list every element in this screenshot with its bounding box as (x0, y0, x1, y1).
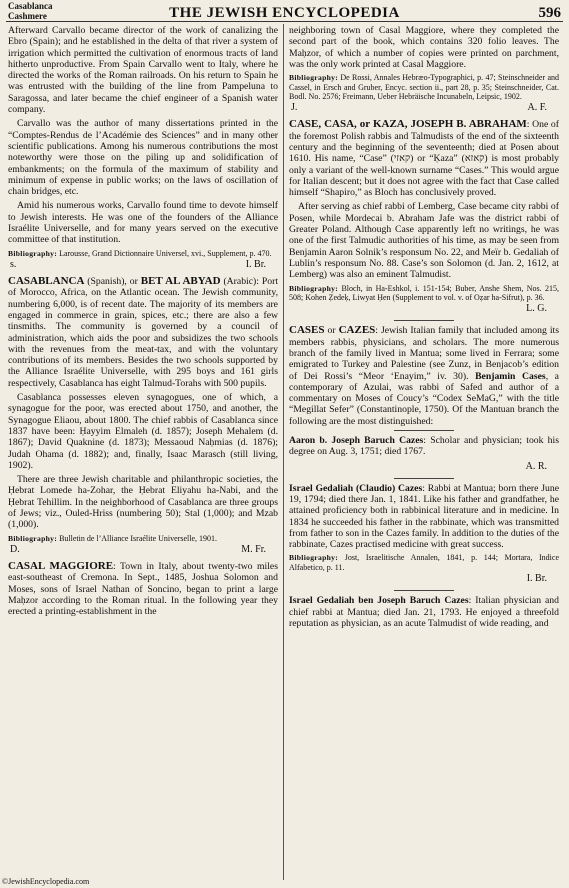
israel-ben-joseph-entry (289, 595, 559, 629)
israel-cazes-name: Israel Gedaliah (Claudio) Cazes (289, 482, 423, 494)
case-headword: CASE, CASA, or KAZA, JOSEPH B. ABRAHAM (289, 118, 527, 131)
casablanca-headword: CASABLANCA (8, 275, 85, 288)
cases-text: : Jewish Italian family that included among its members rabbis, physicians, and scholars. The more numerous branch of the family lived in Mantua; some lived in Ferrara; some emigrated to Turkey and Palestine (see Zunz, in Benjacob’s edition of Dei Rossi’s “Meor ‘Enayim,” iv. 30). (289, 325, 560, 382)
copyright-credit: ©JewishEncyclopedia.com (2, 877, 90, 886)
section-separator (394, 478, 454, 479)
israel-cazes-text: : Rabbi at Mantua; born there June 19, 1794; died there Jan. 1, 1841. Like his father and grandfather, he attained proficiency both in rabbinical literature and in medicine. In 1834 he succeeded his father in the rabbinate, which was transmitted from father to son in the Cazes family. In addition to the duties of the rabbinate, Cazes practised medicine with great success. (289, 482, 560, 551)
benjamin-cases-name: Benjamin Cases (475, 370, 546, 382)
section-separator (394, 430, 454, 431)
casablanca-paragraph-2: Casablanca possesses eleven synagogues, one of which, a synagogue for the poor, was erected about 1750, and another, the Synagogue Eliaou, about 1800. The chief rabbis of Casablanca since 1837 have been: Ḥayyim Elmaleh (d. 1857); Joseph Mehalem (d. 1867); David Quaknine (d. 1873); Messaoud Naḥmias (d. 1876); Judah Ohama (d. 1882); and, finally, Isaac Marasch (still living, 1902). (8, 392, 278, 471)
casal-maggiore-text: : Town in Italy, about twenty-two miles east-southeast of Cremona. In Sept., 1485, Joshua Solomon and Moses, sons of Israel Nathan of Soncino, began to print a large Maḥzor according to the Roman ritual. In the following year they erected a printing-establishment in the (8, 560, 278, 618)
casal-maggiore-headword: CASAL MAGGIORE (8, 559, 114, 572)
bibliography-text: Bulletin de l’Alliance Israélite Universelle, 1901. (57, 533, 218, 543)
cazes-headword: CAZES (338, 324, 376, 337)
bibliography-text: Larousse, Grand Dictionnaire Universel, xvi., Supplement, p. 470. (57, 248, 272, 258)
left-column (8, 25, 278, 620)
page-header (0, 0, 569, 28)
israel-cazes-bibliography (289, 553, 559, 572)
aaron-cazes-entry (289, 435, 559, 458)
bibliography-text: Bloch, in Ha-Eshkol, i. 151-154; Buber, Anshe Shem, Nos. 215, 508; Kohen Ẓedeḳ, Liwyat Ḥen (Supplement to vol. v. of Oẓar ha-Sifrut), p. 36. (289, 283, 559, 302)
bibliography-label: Bibliography: (289, 73, 339, 83)
casal-maggiore-article (8, 561, 278, 617)
signature-left: D. (10, 543, 20, 555)
signature-right: I. Br. (526, 573, 547, 585)
bibliography-label: Bibliography: (289, 553, 339, 563)
bet-al-abyad-headword: BET AL ABYAD (140, 275, 221, 288)
bibliography-text: De Rossi, Annales Hebræo-Typographici, p. 47; Steinschneider and Cassel, in Ersch and Gruber, Encyc. section ii., part 28, p. 35; Steinschneider, Cat. Bodl. No. 2576; Freimann, Ueber Hebräische Incunabeln, Leipsic, 1902. (289, 73, 559, 101)
signature-left: s. (10, 259, 17, 271)
carvallo-bibliography (8, 249, 278, 258)
israel-ben-joseph-text: : Italian physician and chief rabbi at Mantua; died Jan. 21, 1793. He enjoyed a threefold reputation as physician, as an acute Talmudist of wide reading, and (289, 595, 559, 629)
cases-headword: CASES (289, 324, 325, 337)
signature-right: M. Fr. (241, 543, 266, 555)
bibliography-label: Bibliography: (289, 283, 339, 293)
casablanca-signature (8, 544, 278, 556)
section-separator (394, 320, 454, 321)
israel-cazes-entry (289, 483, 559, 551)
right-column (289, 25, 559, 632)
case-text: : One of the foremost Polish rabbis and Talmudists of the end of the sixteenth century and the beginning of the seventeenth; died at Posen about 1610. His name, “Case” (קאזי) or “Ḳaza” (קאזא) is most probably only a variant of the well-known surname “Cases.” This would argue for Italian descent; but it does not agree with the fact that Case called himself “Shapiro,” as Bloch has conclusively proved. (289, 119, 559, 199)
case-paragraph-2: After serving as chief rabbi of Lemberg, Case became city rabbi of Posen, while Mordecai b. Abraham Jafe was the district rabbi of Greater Poland. Although Case apparently left no writings, he was one of the first Talmudic authorities of his time, as may be seen from Benjamin Aaron Solnik’s responsum No. 22, and Meïr b. Gedaliah of Lublin’s responsum No. 88. Case’s son Solomon (d. Jan. 2, 1612, at Lemberg) was also an eminent Talmudist. (289, 201, 559, 281)
case-signature (289, 303, 559, 315)
header-rule (6, 21, 563, 22)
column-divider (283, 24, 284, 880)
page-title: THE JEWISH ENCYCLOPEDIA (169, 5, 400, 21)
signature-right: L. G. (526, 303, 547, 315)
cases-article (289, 325, 559, 427)
aaron-cazes-name: Aaron b. Joseph Baruch Cazes (289, 435, 424, 447)
aaron-cazes-text: : Scholar and physician; took his degree on Aug. 3, 1751; died 1767. (289, 435, 559, 458)
casal-maggiore-continued: neighboring town of Casal Maggiore, where they completed the second part of the book, which contains 320 folio leaves. The Maḥzor, of which a number of copies were printed on parchment, was the only work printed at Casal Maggiore. (289, 25, 559, 70)
case-article (289, 119, 559, 198)
cases-connector: or (324, 325, 339, 337)
casablanca-bibliography (8, 534, 278, 543)
bibliography-label: Bibliography: (8, 248, 58, 258)
carvallo-paragraph-1: Afterward Carvallo became director of the work of canalizing the Ebro (Spain); and he established in the delta of that river a system of irrigation which permitted the cultivation of enormous tracts of land hitherto unproductive. From Spain Carvallo went to Italy, where he directed the works of the Roman railroads. On his return to Spain he was entrusted with the building of the line from Pampeluna to Saragossa, and later became the chief engineer of a Spanish water company. (8, 25, 278, 116)
israel-ben-joseph-name: Israel Gedaliah ben Joseph Baruch Cazes (289, 595, 469, 607)
carvallo-signature (8, 259, 278, 271)
signature-left: J. (291, 102, 298, 114)
case-bibliography (289, 284, 559, 303)
carvallo-paragraph-3: Amid his numerous works, Carvallo found time to devote himself to Jewish interests. He was one of the founders of the Alliance Israélite Universelle, and for many years served on the executive committee of that institution. (8, 200, 278, 246)
casal-maggiore-bibliography (289, 73, 559, 101)
aaron-cazes-signature (289, 461, 559, 473)
carvallo-paragraph-2: Carvallo was the author of many dissertations printed in the “Comptes-Rendus de l’Académie des Sciences” and in many other scientific publications. Among his numerous contributions the most noteworthy were those on the piling up and solidification of embankments; on the formula of the maximum of stability and minimum of expense in public works; on the laws of oscillation of chain bridges, etc. (8, 118, 278, 198)
casablanca-text: (Arabic): Port of Morocco, Africa, on the Atlantic ocean. The Jewish community, numbering 6,000, is of recent date. The majority of its members are engaged in commerce in grain, spices, etc.; there are also a few tinsmiths. The community is governed by a council of administration, which aids the poor and subsidizes the two schools with the revenues from the meat-tax, and with the voluntary contributions of its members. Besides the two schools supported by the Alliance Israélite Universelle, with 295 boys and 161 girls respectively, Casablanca has eight Talmud-Torahs with 500 pupils. (8, 276, 279, 389)
running-head-last: Cashmere (8, 11, 47, 21)
bibliography-text: Jost, Israelitische Annalen, 1841, p. 144; Mortara, Indice Alfabetico, p. 11. (289, 553, 559, 572)
israel-cazes-signature (289, 573, 559, 585)
bibliography-label: Bibliography: (8, 533, 58, 543)
running-head-first: Casablanca (8, 1, 53, 11)
cases-text-continued: , a contemporary of Azulai, was rabbi of Safed and author of a commentary on Moses of Coucy’s “Codex SeMaG,” with the title “Megillat Sefer” (Constantinople, 1750). Of the Mantuan branch the following are the most distinguished: (289, 370, 559, 427)
signature-right: A. R. (525, 460, 547, 472)
casal-maggiore-signature (289, 102, 559, 114)
signature-right: I. Br. (245, 259, 266, 271)
casablanca-paragraph-3: There are three Jewish charitable and philanthropic societies, the Ḥebrat Lomede ha-Zohar, the Ḥebrat Eliyahu ha-Nabi, and the Ḥebrat Tehillim. In the neighborhood of Casablanca are three groups of Jews; viz., Ouled-Hriss (numbering 50); Stal (1,000); and Mzab (1,000). (8, 474, 278, 531)
casablanca-article (8, 276, 278, 389)
section-separator (394, 590, 454, 591)
casablanca-connector: (Spanish), or (84, 276, 141, 288)
signature-right: A. F. (527, 102, 547, 114)
page-number: 596 (538, 5, 561, 21)
